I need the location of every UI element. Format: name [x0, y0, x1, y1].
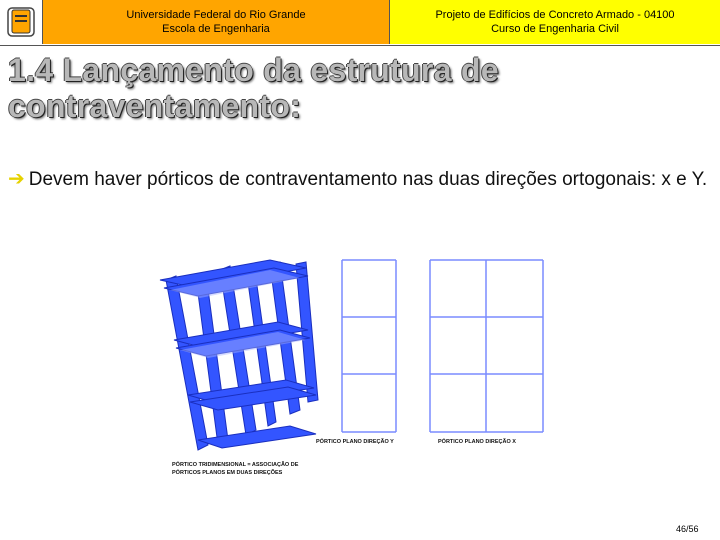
arrow-right-icon: ➔ [8, 168, 25, 190]
plane-frame-x [430, 260, 543, 432]
page-number: 46/56 [676, 524, 699, 534]
frame-diagram [150, 240, 560, 485]
bullet-text: Devem haver pórticos de contraventamento nas duas direções ortogonais: x e Y. [28, 169, 708, 190]
plane-frame-y [342, 260, 396, 432]
logo [0, 0, 43, 44]
school-name: Escola de Engenharia [162, 23, 270, 35]
slide-header [0, 0, 720, 46]
document-folder-icon [5, 5, 37, 39]
caption-line-2: PÓRTICOS PLANOS EM DUAS DIREÇÕES [172, 470, 283, 476]
course-name: Curso de Engenharia Civil [491, 23, 619, 35]
project-name: Projeto de Edifícios de Concreto Armado - 04100 [435, 9, 675, 21]
caption-line-1: PÓRTICO TRIDIMENSIONAL = ASSOCIAÇÃO DE [172, 462, 299, 468]
title-line-2: contraventamento: [8, 88, 302, 124]
label-frame-y: PÓRTICO PLANO DIREÇÃO Y [316, 439, 394, 445]
slide-title [8, 52, 708, 124]
bullet-point [8, 166, 708, 193]
university-name: Universidade Federal do Rio Grande [126, 9, 306, 21]
frame-figure [150, 240, 560, 485]
title-line-1: 1.4 Lançamento da estrutura de [8, 52, 499, 88]
course-block [390, 0, 720, 44]
label-frame-x: PÓRTICO PLANO DIREÇÃO X [438, 439, 516, 445]
institution-block [43, 0, 390, 44]
